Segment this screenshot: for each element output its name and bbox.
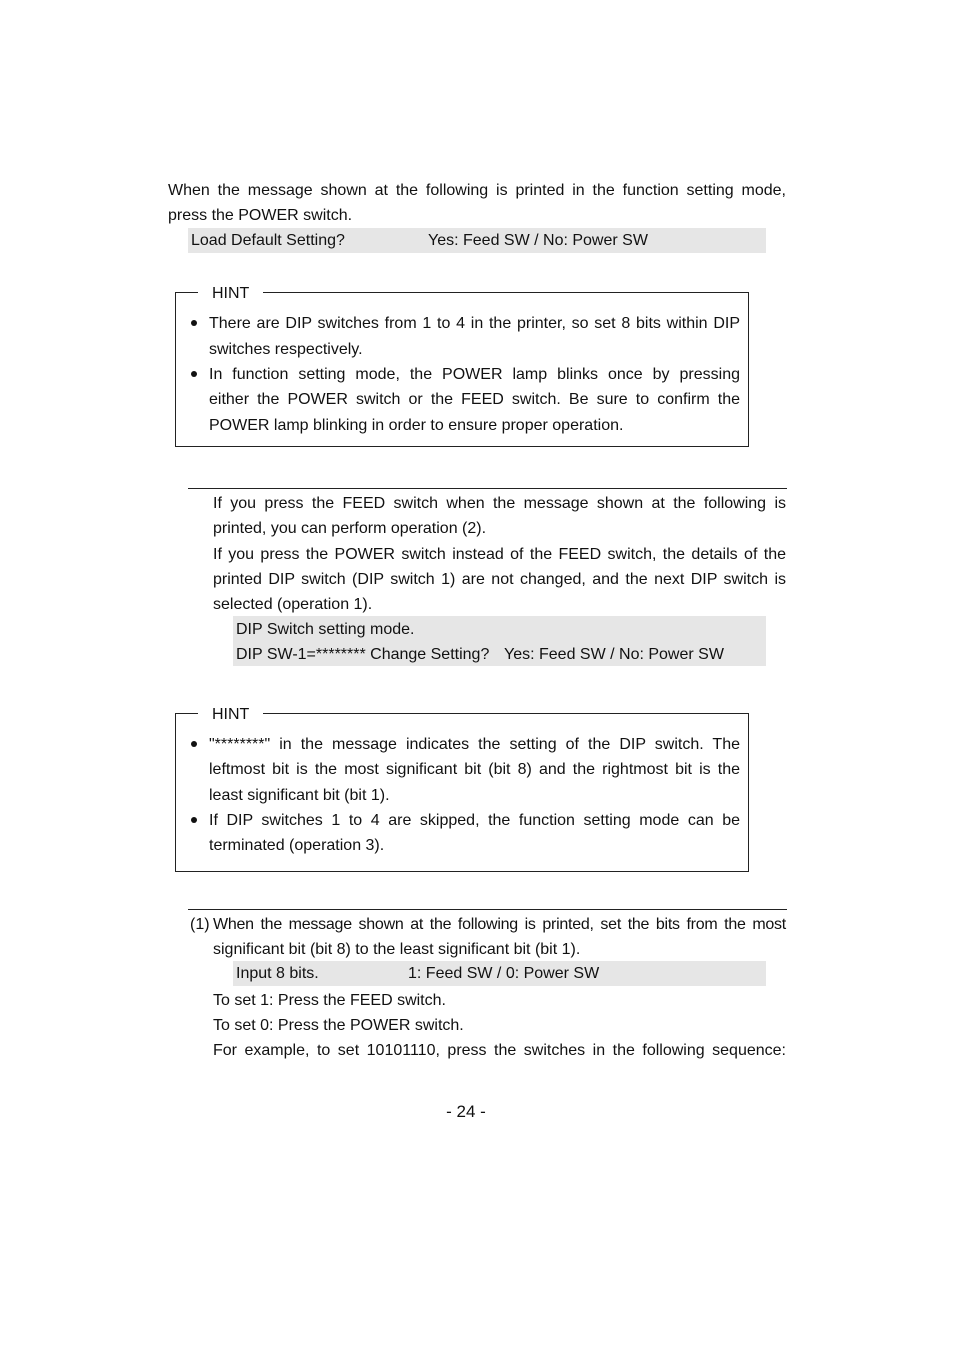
- intro-line-1: When the message shown at the following is printed in the function setting mode,: [168, 182, 786, 199]
- page-number: - 24 -: [446, 1102, 486, 1121]
- hint-label-1: HINT: [198, 284, 263, 304]
- bullet: [191, 320, 197, 326]
- section-rule-2: [188, 909, 787, 910]
- hint-label-2: HINT: [198, 705, 263, 725]
- example-instruction: For example, to set 10101110, press the switches in the following sequence:: [213, 1042, 786, 1059]
- hint1-item1-line1: There are DIP switches from 1 to 4 in the printer, so set 8 bits within DIP: [209, 315, 740, 332]
- section1-line-5: selected (operation 1).: [213, 596, 373, 613]
- bullet: [191, 817, 197, 823]
- set-1-instruction: To set 1: Press the FEED switch.: [213, 992, 446, 1009]
- message-right: Yes: Feed SW / No: Power SW: [428, 232, 648, 249]
- section2-line-2: significant bit (bit 8) to the least significant bit (bit 1).: [213, 941, 581, 958]
- message-left: Input 8 bits.: [236, 965, 319, 982]
- bullet: [191, 741, 197, 747]
- hint1-item2-line1: In function setting mode, the POWER lamp blinks once by pressing: [209, 366, 740, 383]
- message-line-2-left: DIP SW-1=******** Change Setting?: [236, 646, 490, 663]
- dip-switch-message: [233, 616, 766, 666]
- message-line-2-right: Yes: Feed SW / No: Power SW: [504, 646, 724, 663]
- hint1-item2-line3: POWER lamp blinking in order to ensure proper operation.: [209, 417, 624, 434]
- section2-line-1: When the message shown at the following is printed, set the bits from the most: [213, 916, 786, 933]
- hint1-item1-line2: switches respectively.: [209, 341, 363, 358]
- section1-line-1: If you press the FEED switch when the message shown at the following is: [213, 495, 786, 512]
- hint1-item2-line2: either the POWER switch or the FEED switch. Be sure to confirm the: [209, 391, 740, 408]
- intro-line-2: press the POWER switch.: [168, 207, 353, 224]
- bullet: [191, 371, 197, 377]
- section1-line-3: If you press the POWER switch instead of the FEED switch, the details of the: [213, 546, 786, 563]
- section1-line-4: printed DIP switch (DIP switch 1) are not changed, and the next DIP switch is: [213, 571, 786, 588]
- message-right: 1: Feed SW / 0: Power SW: [408, 965, 600, 982]
- load-default-message: [188, 228, 766, 253]
- input-bits-message: [233, 961, 766, 986]
- message-left: Load Default Setting?: [191, 232, 345, 249]
- set-0-instruction: To set 0: Press the POWER switch.: [213, 1017, 464, 1034]
- message-line-1: DIP Switch setting mode.: [236, 621, 415, 638]
- hint2-item1-line3: least significant bit (bit 1).: [209, 787, 390, 804]
- step-number: (1): [190, 916, 210, 933]
- hint2-item1-line1: "********" in the message indicates the setting of the DIP switch. The: [209, 736, 740, 753]
- section-rule-1: [188, 488, 787, 489]
- hint2-item1-line2: leftmost bit is the most significant bit (bit 8) and the rightmost bit is the: [209, 761, 740, 778]
- hint2-item2-line2: terminated (operation 3).: [209, 837, 385, 854]
- section1-line-2: printed, you can perform operation (2).: [213, 520, 487, 537]
- hint2-item2-line1: If DIP switches 1 to 4 are skipped, the function setting mode can be: [209, 812, 740, 829]
